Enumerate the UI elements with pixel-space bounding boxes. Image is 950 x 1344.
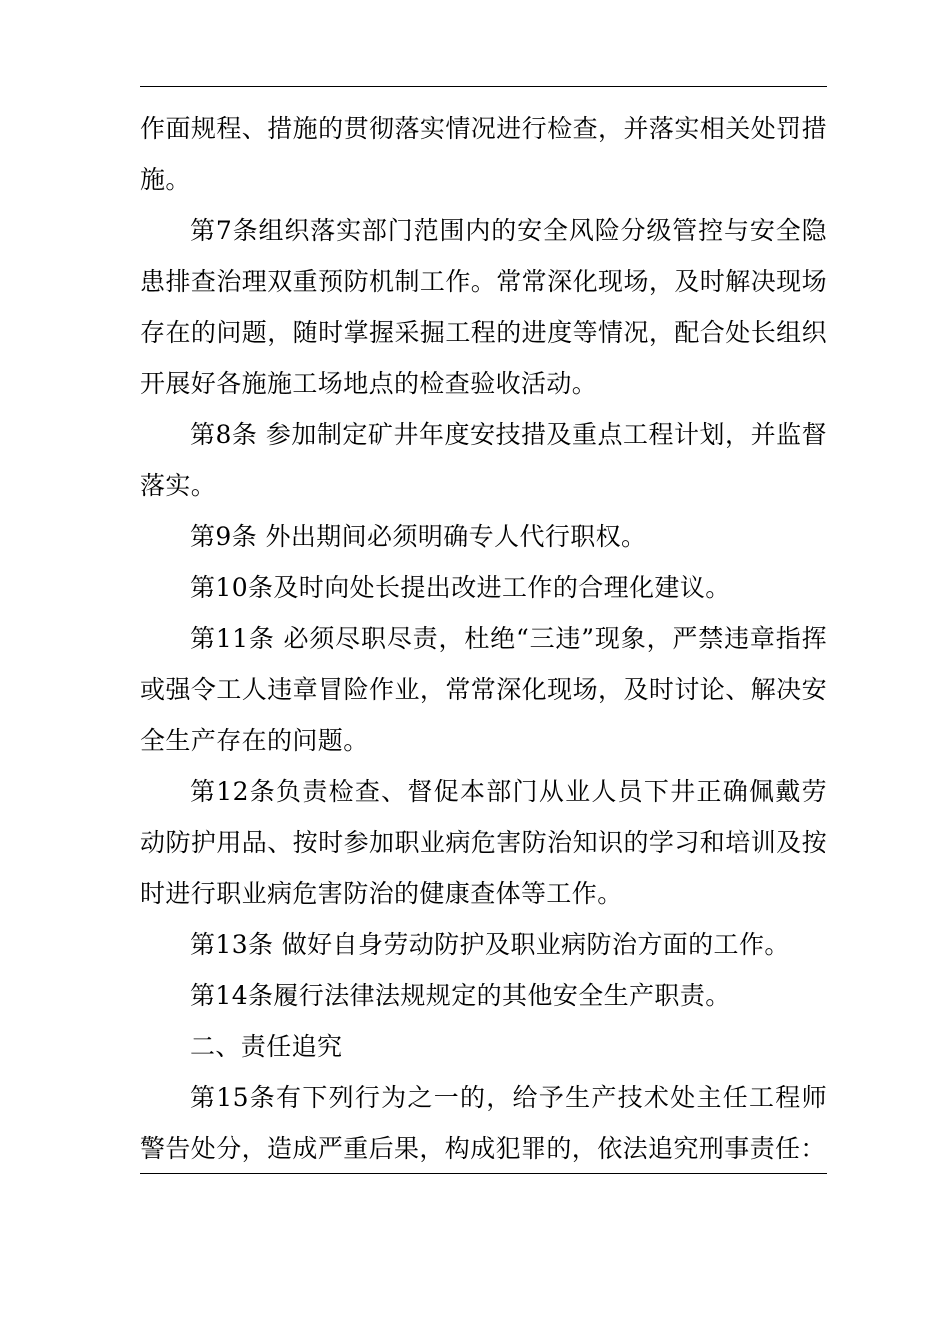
paragraph-article-10: 第10条及时向处长提出改进工作的合理化建议。 bbox=[190, 573, 731, 602]
paragraph-continuation: 作面规程、措施的贯彻落实情况进行检查，并落实相关处罚措施。 bbox=[140, 114, 827, 194]
paragraph-article-11: 第11条 必须尽职尽责，杜绝“三违”现象，严禁违章指挥或强令工人违章冒险作业，常常深化现场，及时讨论、解决安全生产存在的问题。 bbox=[140, 624, 827, 755]
header-rule bbox=[140, 86, 827, 87]
document-body bbox=[140, 103, 827, 1174]
section-heading-liability: 二、责任追究 bbox=[190, 1032, 343, 1061]
paragraph-article-8: 第8条 参加制定矿井年度安技措及重点工程计划，并监督落实。 bbox=[140, 420, 827, 500]
paragraph-article-13: 第13条 做好自身劳动防护及职业病防治方面的工作。 bbox=[190, 930, 790, 959]
paragraph-article-12: 第12条负责检查、督促本部门从业人员下井正确佩戴劳动防护用品、按时参加职业病危害防治知识的学习和培训及按时进行职业病危害防治的健康查体等工作。 bbox=[140, 777, 827, 908]
paragraph-article-7: 第7条组织落实部门范围内的安全风险分级管控与安全隐患排查治理双重预防机制工作。常常深化现场，及时解决现场存在的问题，随时掌握采掘工程的进度等情况，配合处长组织开展好各施施工场地点的检查验收活动。 bbox=[140, 216, 827, 398]
footer-rule bbox=[140, 1173, 827, 1174]
paragraph-article-15: 第15条有下列行为之一的，给予生产技术处主任工程师警告处分，造成严重后果，构成犯罪的，依法追究刑事责任： bbox=[140, 1083, 827, 1163]
paragraph-article-14: 第14条履行法律法规规定的其他安全生产职责。 bbox=[190, 981, 731, 1010]
paragraph-article-9: 第9条 外出期间必须明确专人代行职权。 bbox=[190, 522, 647, 551]
